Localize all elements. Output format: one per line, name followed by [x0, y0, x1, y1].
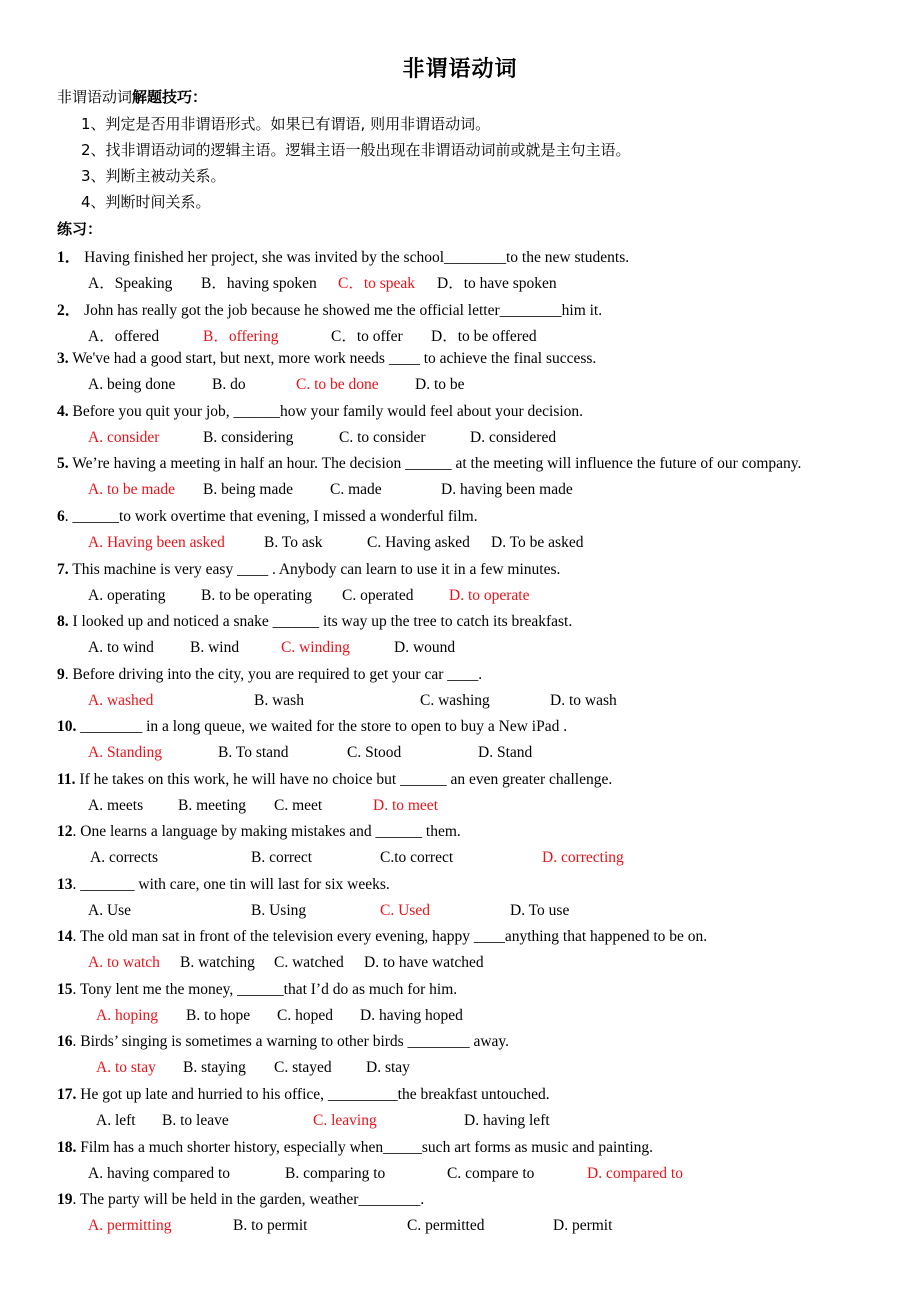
question-stem — [57, 613, 572, 631]
option: C. to consider — [339, 429, 426, 446]
question-stem — [57, 403, 583, 421]
answer-option: D. to meet — [373, 797, 438, 814]
answer-option: C．to speak — [338, 275, 416, 292]
option: B. to be operating — [201, 587, 313, 604]
option: A. being done — [88, 376, 176, 393]
question-number: 2． — [57, 302, 81, 319]
option: B. being made — [203, 481, 293, 498]
question-text: . One learns a language by making mistakes and ______ them. — [72, 823, 461, 840]
question-text: . Birds’ singing is sometimes a warning to other birds ________ away. — [72, 1033, 510, 1050]
option: D. Stand — [478, 744, 533, 761]
option: B. comparing to — [285, 1165, 386, 1182]
option: B. to leave — [162, 1112, 229, 1129]
option: D. stay — [366, 1059, 410, 1076]
question-number: 1． — [57, 249, 81, 266]
question-text: He got up late and hurried to his office, _________the breakfast untouched. — [76, 1086, 550, 1103]
question-stem — [57, 771, 612, 789]
question-number: 9 — [57, 666, 65, 683]
tip-item: 3、判断主被动关系。 — [81, 167, 226, 185]
option: A．offered — [88, 328, 160, 345]
question-number: 19 — [57, 1191, 73, 1208]
question-number: 10. — [57, 718, 77, 735]
question-number: 3. — [57, 350, 69, 367]
option: D. having hoped — [360, 1007, 463, 1024]
option: A. operating — [88, 587, 166, 604]
question-number: 8. — [57, 613, 69, 630]
option: B. To stand — [218, 744, 289, 761]
option: D. to be — [415, 376, 465, 393]
option: C. Having asked — [367, 534, 470, 551]
question-text: If he takes on this work, he will have no choice but ______ an even greater challenge. — [75, 771, 613, 788]
tip-item: 4、判断时间关系。 — [81, 193, 211, 211]
answer-option: A. hoping — [96, 1007, 158, 1024]
option: C. compare to — [447, 1165, 535, 1182]
tips-heading-plain: 非谓语动词 — [57, 88, 133, 106]
practice-heading: 练习： — [57, 220, 103, 238]
answer-option: A. to watch — [88, 954, 160, 971]
question-text: I looked up and noticed a snake ______ its way up the tree to catch its breakfast. — [68, 613, 573, 630]
question-stem — [57, 666, 482, 684]
question-text: . Before driving into the city, you are required to get your car ____. — [64, 666, 483, 683]
question-number: 13 — [57, 876, 73, 893]
option: D. permit — [553, 1217, 613, 1234]
option: C. made — [330, 481, 382, 498]
option: A. Use — [88, 902, 132, 919]
question-stem — [57, 928, 707, 946]
option: D．to have spoken — [437, 275, 557, 292]
answer-option: A. Standing — [88, 744, 163, 761]
answer-option: B．offering — [203, 328, 279, 345]
question-text: . Tony lent me the money, ______that I’d do as much for him. — [72, 981, 458, 998]
option: A. left — [96, 1112, 136, 1129]
option: A. having compared to — [88, 1165, 231, 1182]
option: B. to hope — [186, 1007, 251, 1024]
option: D. having been made — [441, 481, 573, 498]
option: D. considered — [470, 429, 557, 446]
question-stem — [57, 823, 461, 841]
option: D. To be asked — [491, 534, 584, 551]
question-number: 17. — [57, 1086, 77, 1103]
question-stem — [57, 350, 596, 368]
option: C. meet — [274, 797, 323, 814]
option: C. permitted — [407, 1217, 485, 1234]
option: C．to offer — [331, 328, 403, 345]
question-text: . The party will be held in the garden, weather________. — [72, 1191, 425, 1208]
option: D. to have watched — [364, 954, 484, 971]
option: A. corrects — [90, 849, 158, 866]
question-stem — [57, 1033, 509, 1051]
question-stem — [57, 718, 567, 736]
option: B. meeting — [178, 797, 247, 814]
option: B. to permit — [233, 1217, 308, 1234]
question-text: Having finished her project, she was invited by the school________to the new students. — [80, 249, 630, 266]
answer-option: A. washed — [88, 692, 154, 709]
answer-option: D. compared to — [587, 1165, 683, 1182]
question-number: 16 — [57, 1033, 73, 1050]
option: B. wind — [190, 639, 240, 656]
tip-item: 2、找非谓语动词的逻辑主语。逻辑主语一般出现在非谓语动词前或就是主句主语。 — [81, 141, 631, 159]
answer-option: A. consider — [88, 429, 160, 446]
answer-option: C. leaving — [313, 1112, 377, 1129]
question-stem — [57, 455, 801, 473]
question-number: 6 — [57, 508, 65, 525]
option: B. To ask — [264, 534, 323, 551]
question-number: 4. — [57, 403, 69, 420]
question-number: 18. — [57, 1139, 77, 1156]
option: B. wash — [254, 692, 304, 709]
answer-option: A. permitting — [88, 1217, 172, 1234]
question-number: 14 — [57, 928, 73, 945]
question-text: We’re having a meeting in half an hour. The decision ______ at the meeting will influence the future of our company. — [68, 455, 802, 472]
question-stem — [57, 245, 629, 267]
option: B. staying — [183, 1059, 246, 1076]
answer-option: A. Having been asked — [88, 534, 225, 551]
question-text: Before you quit your job, ______how your family would feel about your decision. — [68, 403, 584, 420]
option: C. Stood — [347, 744, 402, 761]
page-title: 非谓语动词 — [402, 57, 518, 82]
option: B. Using — [251, 902, 307, 919]
question-number: 7. — [57, 561, 69, 578]
question-text: Film has a much shorter history, especially when_____such art forms as music and painting. — [76, 1139, 654, 1156]
question-stem — [57, 876, 390, 894]
question-stem — [57, 561, 560, 579]
option: C.to correct — [380, 849, 454, 866]
question-stem — [57, 1086, 550, 1104]
option: C. stayed — [274, 1059, 332, 1076]
answer-option: D. to operate — [449, 587, 530, 604]
answer-option: A. to be made — [88, 481, 175, 498]
option: C. washing — [420, 692, 490, 709]
option: A. to wind — [88, 639, 154, 656]
question-text: . ______to work overtime that evening, I missed a wonderful film. — [64, 508, 478, 525]
option: B. watching — [180, 954, 255, 971]
option: B．having spoken — [201, 275, 317, 292]
question-number: 15 — [57, 981, 73, 998]
answer-option: D. correcting — [542, 849, 624, 866]
question-stem — [57, 1139, 653, 1157]
option: B. do — [212, 376, 246, 393]
option: A. meets — [88, 797, 144, 814]
question-text: We've had a good start, but next, more work needs ____ to achieve the final success. — [68, 350, 597, 367]
option: D. to wash — [550, 692, 617, 709]
option: C. hoped — [277, 1007, 333, 1024]
option: A．Speaking — [88, 275, 173, 292]
option: B. considering — [203, 429, 294, 446]
tip-item: 1、判定是否用非谓语形式。如果已有谓语, 则用非谓语动词。 — [81, 115, 491, 133]
question-stem — [57, 1191, 424, 1209]
question-stem — [57, 981, 457, 999]
tips-heading-bold: 解题技巧： — [132, 88, 208, 106]
answer-option: C. Used — [380, 902, 430, 919]
tips-heading — [57, 86, 207, 107]
answer-option: A. to stay — [96, 1059, 156, 1076]
answer-option: C. to be done — [296, 376, 379, 393]
question-text: This machine is very easy ____ . Anybody can learn to use it in a few minutes. — [68, 561, 561, 578]
question-text: . The old man sat in front of the television every evening, happy ____anything that happened to be on. — [72, 928, 708, 945]
question-text: . _______ with care, one tin will last for six weeks. — [72, 876, 390, 893]
question-stem — [57, 508, 478, 526]
question-number: 11. — [57, 771, 76, 788]
option: C. watched — [274, 954, 344, 971]
question-number: 5. — [57, 455, 69, 472]
option: D. wound — [394, 639, 456, 656]
question-text: John has really got the job because he showed me the official letter________him it. — [80, 302, 603, 319]
question-text: ________ in a long queue, we waited for the store to open to buy a New iPad . — [76, 718, 568, 735]
option: B. correct — [251, 849, 313, 866]
question-number: 12 — [57, 823, 73, 840]
option: D. having left — [464, 1112, 550, 1129]
question-stem — [57, 298, 602, 320]
option: D. To use — [510, 902, 570, 919]
answer-option: C. winding — [281, 639, 350, 656]
option: C. operated — [342, 587, 414, 604]
option: D．to be offered — [431, 328, 537, 345]
